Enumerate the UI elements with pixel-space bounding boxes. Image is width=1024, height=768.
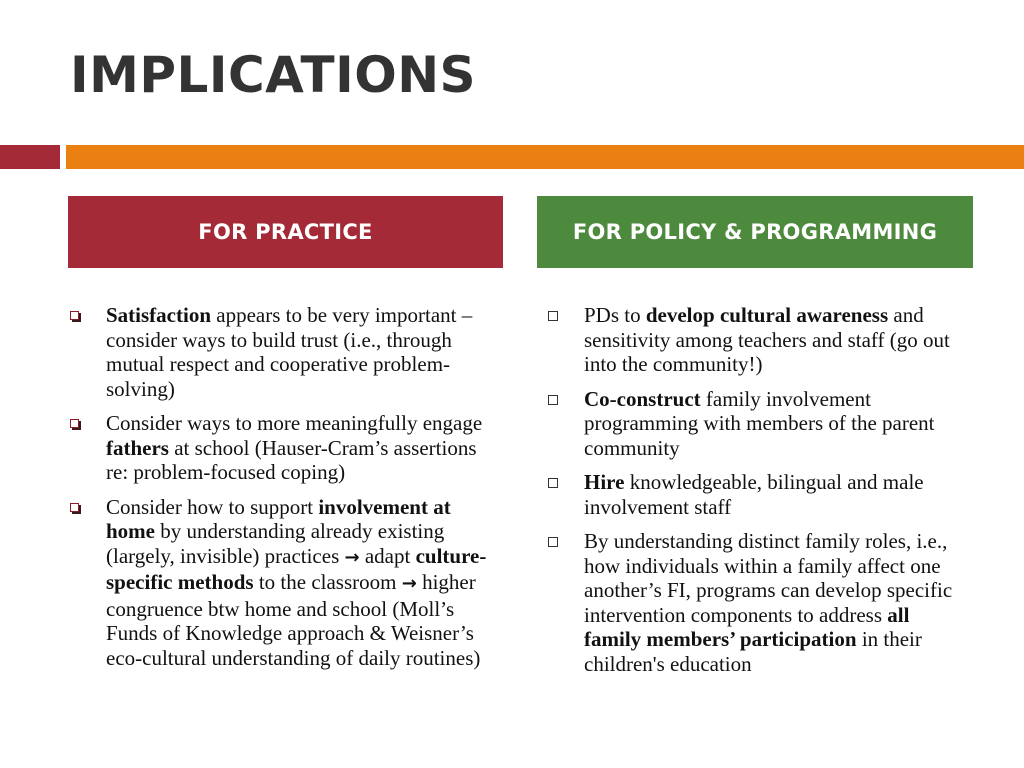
item-text: adapt: [359, 543, 416, 568]
item-text: Consider how to support: [106, 494, 319, 519]
emphasis: culture-specific methods: [106, 543, 487, 594]
square-bullet-icon: [70, 419, 79, 428]
slide-title: IMPLICATIONS: [70, 46, 477, 104]
policy-item-roles: [548, 529, 968, 676]
policy-header: FOR POLICY & PROGRAMMING: [537, 196, 973, 268]
practice-header: FOR PRACTICE: [68, 196, 503, 268]
emphasis: Hire: [584, 470, 625, 494]
item-text: knowledgeable, bilingual and male involvement staff: [584, 470, 924, 519]
item-text: By understanding distinct family roles, i.e., how individuals within a family affect one another’s FI, programs can develop specific intervention components to address: [584, 529, 953, 627]
item-text: appears to be very important – consider ways to build trust (i.e., through mutual respect and cooperative problem-solving): [106, 303, 473, 401]
emphasis: develop cultural awareness: [645, 303, 889, 327]
square-bullet-icon: [70, 503, 79, 512]
policy-list: [548, 303, 968, 686]
item-text: family involvement programming with members of the parent community: [584, 386, 935, 460]
emphasis: Co-construct: [584, 386, 701, 411]
square-bullet-icon: [70, 311, 79, 320]
accent-bar-orange: [66, 145, 1024, 169]
emphasis: all family members’ participation: [584, 602, 910, 651]
item-text: by understanding already existing (largely, invisible) practices: [106, 519, 445, 568]
practice-item-satisfaction: [70, 303, 495, 401]
item-text: PDs to: [584, 303, 646, 327]
emphasis: involvement at home: [106, 494, 451, 543]
emphasis: Satisfaction: [106, 303, 211, 327]
item-text: in their children's education: [584, 627, 922, 676]
square-bullet-icon: [548, 311, 558, 321]
practice-list: [70, 303, 495, 680]
accent-bar-red: [0, 145, 60, 169]
item-text: at school (Hauser-Cram’s assertions re: problem-focused coping): [106, 435, 477, 484]
item-text: and sensitivity among teachers and staff (go out into the community!): [584, 303, 950, 376]
right-arrow-icon: →: [401, 573, 417, 594]
square-bullet-icon: [548, 395, 558, 405]
item-text: Consider ways to more meaningfully engage: [106, 411, 483, 435]
square-bullet-icon: [548, 478, 558, 488]
square-bullet-icon: [548, 537, 558, 547]
policy-item-coconstruct: [548, 387, 968, 461]
emphasis: fathers: [106, 435, 169, 460]
practice-item-fathers: [70, 411, 495, 485]
item-text: to the classroom: [253, 570, 402, 594]
right-arrow-icon: →: [344, 546, 360, 568]
practice-item-home: [70, 495, 495, 671]
policy-item-hire: [548, 470, 968, 519]
policy-item-pd: [548, 303, 968, 377]
item-text: higher congruence btw home and school (Moll’s Funds of Knowledge approach & Weisner’s eco-cultural understanding of daily routines): [106, 570, 481, 670]
